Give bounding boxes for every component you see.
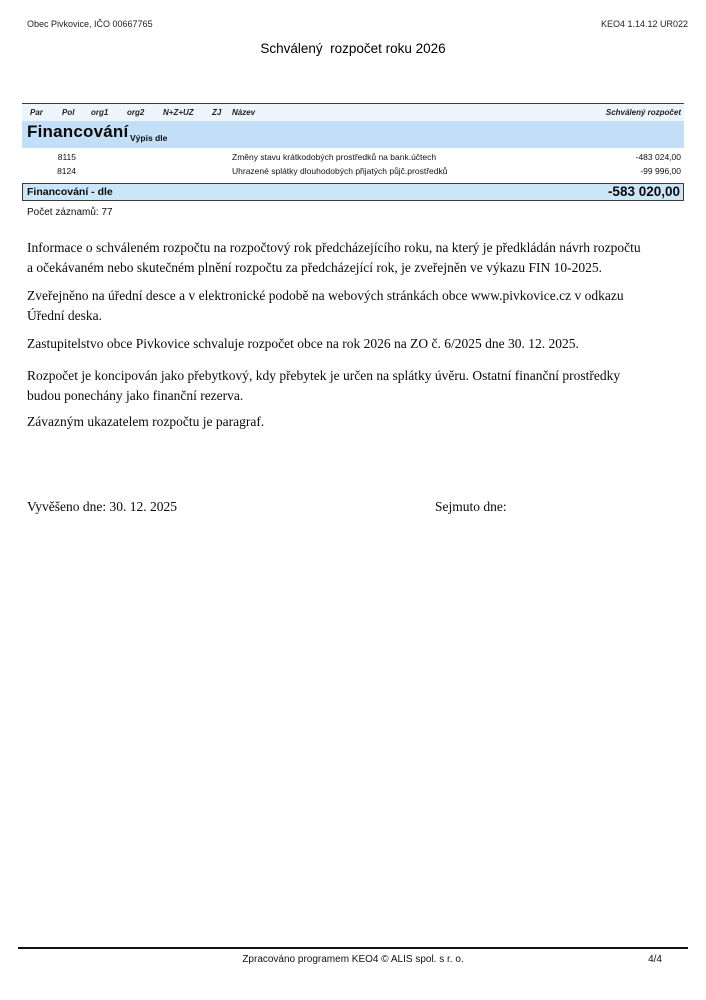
column-par: Par — [30, 108, 43, 117]
row-amount-value: -483 024,00 — [635, 152, 681, 162]
summary-label: Financování - dle — [27, 186, 113, 198]
footer-page-number: 4/4 — [648, 954, 662, 965]
paragraph-info — [27, 238, 687, 278]
section-subtitle: Výpis dle — [130, 133, 168, 143]
organization-header: Obec Pivkovice, IČO 00667765 — [27, 19, 153, 29]
row-pol-value: 8124 — [57, 166, 76, 176]
paragraph-line: Závazným ukazatelem rozpočtu je paragraf. — [27, 414, 265, 429]
paragraph-zavazny-ukazatel — [27, 412, 687, 432]
removed-date-label: Sejmuto dne: — [435, 499, 507, 514]
paragraph-line: budou ponechány jako finanční rezerva. — [27, 388, 244, 403]
paragraph-line: Zastupitelstvo obce Pivkovice schvaluje rozpočet obce na rok 2026 na ZO č. 6/2025 dne 30. 12. 2025. — [27, 336, 579, 351]
paragraph-line: Úřední deska. — [27, 308, 102, 323]
column-pol: Pol — [62, 108, 75, 117]
column-org1: org1 — [91, 108, 109, 117]
column-zj: ZJ — [212, 108, 222, 117]
paragraph-line: a očekávaném nebo skutečném plnění rozpočtu za předcházející rok, je zveřejněn ve výkazu FIN 10-2025. — [27, 260, 603, 275]
column-org2: org2 — [127, 108, 145, 117]
summary-amount: -583 020,00 — [607, 184, 680, 199]
column-nzuz: N+Z+UZ — [163, 108, 194, 117]
summary-row — [22, 183, 684, 201]
paragraph-zverejneno — [27, 286, 687, 326]
paragraph-zastupitelstvo — [27, 334, 687, 354]
page-title: Schválený rozpočet roku 2026 — [260, 41, 446, 56]
software-version-header: KEO4 1.14.12 UR022 — [600, 19, 688, 29]
footer-attribution: Zpracováno programem KEO4 © ALIS spol. s r. o. — [242, 954, 464, 965]
paragraph-line: Rozpočet je koncipován jako přebytkový, kdy přebytek je určen na splátky úvěru. Ostatní finanční prostředky — [27, 368, 621, 383]
column-nazev: Název — [232, 108, 256, 117]
paragraph-line: Informace o schváleném rozpočtu na rozpočtový rok předcházejícího roku, na který je předkládán návrh rozpočtu — [27, 240, 641, 255]
column-amount: Schválený rozpočet — [605, 108, 681, 117]
row-name-value: Uhrazené splátky dlouhodobých přijatých půjč.prostředků — [232, 166, 448, 176]
posting-dates-row — [27, 499, 687, 515]
record-count: Počet záznamů: 77 — [27, 207, 113, 218]
row-amount-value: -99 996,00 — [640, 166, 681, 176]
paragraph-rozpocet — [27, 366, 687, 406]
section-title: Financování — [27, 122, 129, 141]
row-pol-value: 8115 — [57, 152, 76, 162]
footer-divider — [18, 947, 688, 949]
table-column-header — [22, 103, 684, 122]
paragraph-line: Zveřejněno na úřední desce a v elektronické podobě na webových stránkách obce www.pivkovice.cz v odkazu — [27, 288, 624, 303]
posted-date-label: Vyvěšeno dne: 30. 12. 2025 — [27, 499, 177, 514]
row-name-value: Změny stavu krátkodobých prostředků na bank.účtech — [232, 152, 437, 162]
